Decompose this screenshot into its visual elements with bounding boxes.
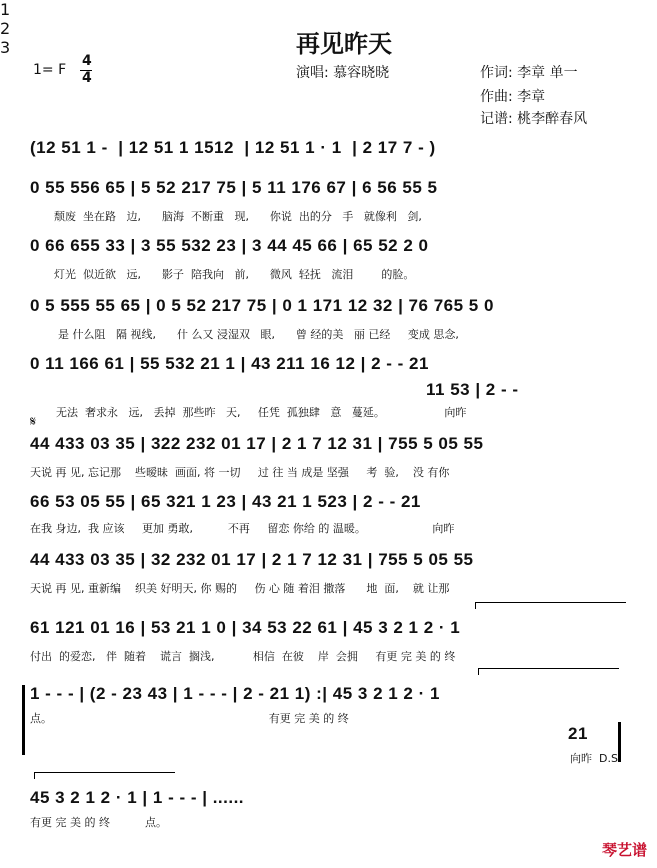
- composer-credit: 作曲: 李章: [480, 89, 546, 105]
- coda-notes: 21: [568, 724, 588, 743]
- song-title: 再见昨天: [296, 29, 392, 58]
- lyric-row: 无法 奢求永 远, 丢掉 那些昨 天, 任凭 孤独肆 意 蔓延。 向昨: [56, 406, 467, 419]
- volta-bracket-3: [34, 772, 175, 779]
- score-row: 45 3 2 1 2 · 1 | 1 - - - | ......: [30, 788, 245, 807]
- volta-number-3: 3: [0, 38, 11, 57]
- score-row-harmony: 11 53 | 2 - -: [426, 380, 519, 399]
- score-row: 44 433 03 35 | 32 232 01 17 | 2 1 7 12 31 | 755 5 05 55: [30, 550, 474, 569]
- final-barline-left: [22, 685, 25, 755]
- lyric-row: 在我 身边, 我 应该 更加 勇敢, 不再 留恋 你给 的 温暖。 向昨: [30, 522, 455, 535]
- volta-number-1: 1: [0, 0, 11, 19]
- volta-number-2: 2: [0, 19, 11, 38]
- key-signature: 1= F: [33, 62, 67, 78]
- time-signature-top: 4: [82, 53, 92, 69]
- score-row: 0 11 166 61 | 55 532 21 1 | 43 211 16 12 | 2 - - 21: [30, 354, 429, 373]
- lyric-row: 天说 再 见, 重新编 织美 好明天, 你 赐的 伤 心 随 着泪 撒落 地 面, 就 让那: [30, 582, 450, 595]
- score-row: 61 121 01 16 | 53 21 1 0 | 34 53 22 61 | 45 3 2 1 2 · 1: [30, 618, 461, 637]
- lyric-row: 付出 的爱恋, 伴 随着 谎言 搁浅, 相信 在彼 岸 会拥 有更 完 美 的 终: [30, 650, 456, 663]
- transcriber-credit: 记谱: 桃李醉春风: [480, 111, 588, 127]
- score-row: (12 51 1 - | 12 51 1 1512 | 12 51 1 · 1 | 2 17 7 - ): [30, 138, 436, 157]
- ds-barline: [618, 722, 621, 762]
- lyric-row: 有更 完 美 的 终 点。: [30, 816, 167, 829]
- volta-bracket-2: [478, 668, 619, 675]
- ds-marking: 向昨 D.S: [570, 752, 618, 765]
- singer-credit: 演唱: 慕容晓晓: [296, 65, 390, 81]
- lyric-row: 颓废 坐在路 边, 脑海 不断重 现, 你说 出的分 手 就像利 剑,: [54, 210, 422, 223]
- volta-bracket-1: [475, 602, 626, 609]
- score-row: 0 66 655 33 | 3 55 532 23 | 3 44 45 66 | 65 52 2 0: [30, 236, 429, 255]
- score-row: 0 5 555 55 65 | 0 5 52 217 75 | 0 1 171 12 32 | 76 765 5 0: [30, 296, 494, 315]
- lyric-row: 灯光 似近欲 远, 影子 陪我向 前, 微风 轻抚 流泪 的脸。: [54, 268, 415, 281]
- lyric-row: 天说 再 见, 忘记那 些暧昧 画面, 将 一切 过 往 当 成是 坚强 考 验, 没 有你: [30, 466, 450, 479]
- score-row: 0 55 556 65 | 5 52 217 75 | 5 11 176 67 | 6 56 55 5: [30, 178, 438, 197]
- lyricist-credit: 作词: 李章 单一: [480, 65, 578, 81]
- lyric-row: 点。 有更 完 美 的 终: [30, 712, 349, 725]
- score-row: 66 53 05 55 | 65 321 1 23 | 43 21 1 523 | 2 - - 21: [30, 492, 421, 511]
- score-row: 44 433 03 35 | 322 232 01 17 | 2 1 7 12 31 | 755 5 05 55: [30, 434, 484, 453]
- lyric-row: 是 什么阻 隔 视线, 什 么又 浸湿双 眼, 曾 经的美 丽 已经 变成 思念,: [58, 328, 459, 341]
- time-signature-bottom: 4: [82, 70, 92, 86]
- score-row: 1 - - - | (2 - 23 43 | 1 - - - | 2 - 21 1) :| 45 3 2 1 2 · 1: [30, 684, 440, 703]
- segno-sign: 𝄋: [30, 414, 37, 430]
- watermark-logo: 琴艺谱: [601, 841, 647, 859]
